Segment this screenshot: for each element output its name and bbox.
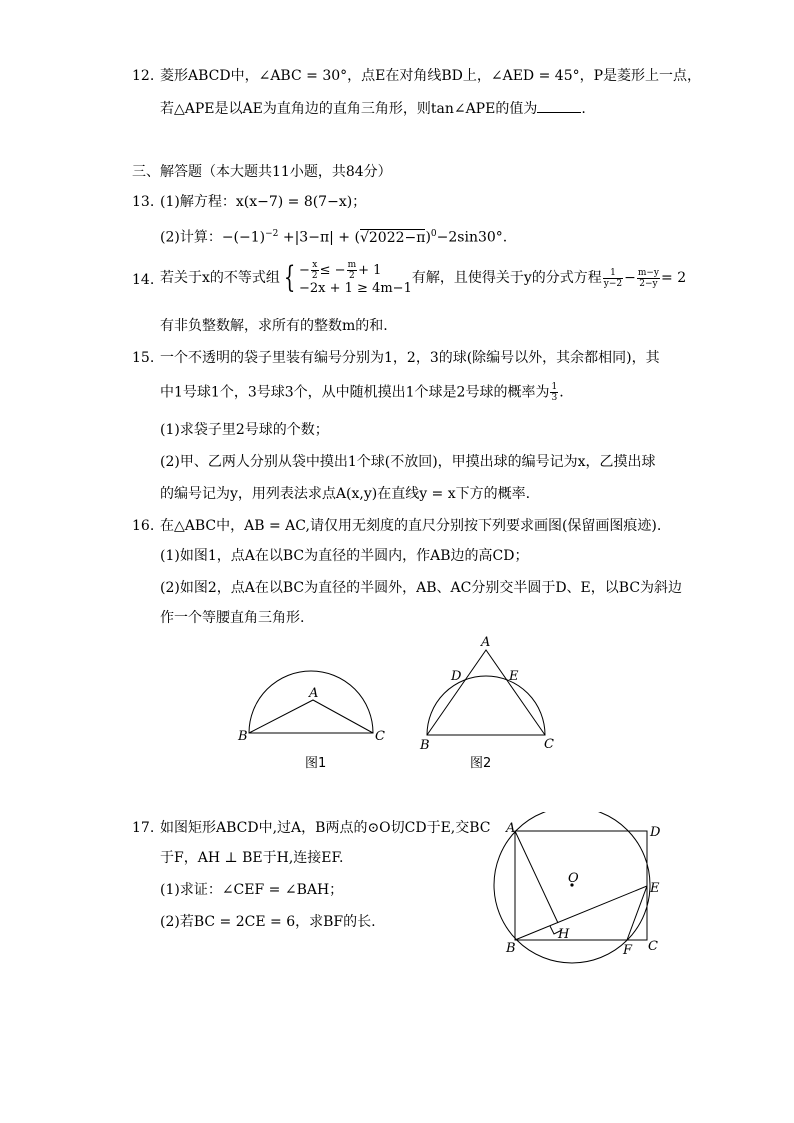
label-E: E — [509, 669, 519, 684]
q13-part2-c: ) — [425, 229, 431, 246]
label-B: B — [420, 738, 430, 750]
label-D: D — [650, 825, 661, 840]
q13-part2-d: −2sin30°. — [436, 229, 508, 246]
label-E: E — [650, 881, 660, 896]
segment-ah — [515, 831, 558, 923]
label-C: C — [375, 729, 385, 744]
q16-line4: 作一个等腰直角三角形. — [160, 610, 305, 626]
label-O: O — [568, 871, 579, 886]
label-A: A — [309, 686, 319, 701]
q14-pre: 若关于x的不等式组 — [160, 270, 280, 286]
triangle-sides — [249, 700, 373, 733]
q13-exp: −2 — [265, 229, 279, 239]
q12-line1: 菱形ABCD中，∠ABC = 30°，点E在对角线BD上，∠AED = 45°，P是菱形上一点， — [160, 68, 702, 84]
system-brace: { — [283, 260, 296, 295]
label-C: C — [544, 737, 554, 750]
q13-line2 — [160, 224, 507, 248]
label-A: A — [481, 635, 491, 650]
q13-part2-a: (2)计算：−(−1) — [160, 229, 266, 246]
q14-eq-end: = 2 — [661, 270, 687, 286]
q15-number: 15. — [132, 350, 155, 366]
q17-number: 17. — [132, 820, 155, 836]
q17-line4: (2)若BC = 2CE = 6，求BF的长. — [160, 914, 376, 930]
inequality-system — [299, 260, 412, 296]
figure-1 — [235, 670, 395, 750]
figure-3 — [488, 812, 668, 972]
q14-mid: 有解，且使得关于y的分式方程 — [411, 270, 602, 286]
q17-line2: 于F，AH ⊥ BE于H,连接EF. — [160, 850, 344, 866]
answer-blank — [537, 98, 581, 113]
section-title: 三、解答题（本大题共11小题，共84分） — [132, 164, 392, 180]
q12-line2 — [160, 98, 586, 119]
q15-line3: (1)求袋子里2号球的个数； — [160, 422, 329, 438]
q16-line3: (2)如图2，点A在以BC为直径的半圆外，AB、AC分别交半圆于D、E，以BC为斜边 — [160, 580, 683, 596]
semicircle — [427, 676, 545, 735]
inequality-1: − $\frac{x}{2}$ ≤ − $\frac{m}{2}$ + 1 — [299, 260, 382, 281]
label-F: F — [623, 943, 633, 958]
label-H: H — [558, 927, 570, 942]
q15-line2: 中1号球1个，3号球3个，从中随机摸出1个球是2号球的概率为 $\frac{1}{3}$ . — [160, 382, 564, 403]
q16-line2: (1)如图1，点A在以BC为直径的半圆内，作AB边的高CD； — [160, 548, 529, 564]
q16-line1: 在△ABC中，AB = AC,请仅用无刻度的直尺分别按下列要求画图(保留画图痕迹). — [160, 518, 662, 534]
q13-line1: (1)解方程：x(x−7) = 8(7−x)； — [160, 194, 367, 210]
figure-2-caption: 图2 — [470, 756, 492, 771]
figure-2 — [415, 630, 565, 750]
q15-line1: 一个不透明的袋子里装有编号分别为1，2，3的球(除编号以外，其余都相同)，其 — [160, 350, 660, 366]
rectangle-abcd — [515, 831, 647, 940]
label-C: C — [648, 939, 658, 954]
q16-number: 16. — [132, 518, 155, 534]
q13-exp2: 0 — [430, 229, 437, 239]
q12-number: 12. — [132, 68, 155, 84]
label-B: B — [506, 941, 516, 956]
probability-fraction: $\frac{1}{3}$ — [551, 382, 558, 403]
label-B: B — [238, 729, 248, 744]
q17-line1: 如图矩形ABCD中,过A，B两点的⊙O切CD于E,交BC — [160, 820, 491, 836]
q15-line2-text: 中1号球1个，3号球3个，从中随机摸出1个球是2号球的概率为 — [160, 384, 550, 401]
q13-sqrt: √2022−π — [359, 229, 426, 246]
q13-number: 13. — [132, 194, 155, 210]
q14-line2: 有非负整数解，求所有的整数m的和. — [160, 318, 388, 334]
q14-number: 14. — [132, 272, 155, 288]
inequality-2: −2x + 1 ≥ 4m−1 — [299, 281, 412, 296]
q15-line4: (2)甲、乙两人分别从袋中摸出1个球(不放回)，甲摸出球的编号记为x，乙摸出球 — [160, 454, 656, 470]
q15-line5: 的编号记为y，用列表法求点A(x,y)在直线y = x下方的概率. — [160, 486, 531, 502]
q14-line1: 若关于x的不等式组 { − $\frac{x}{2}$ ≤ − $\frac{m}{2}$ + 1 −2x + 1 ≥ 4m−1 有解，且使得关于y的分式方程 $\frac{1}{y-2}$ − $\frac{m-y}{2-y}$ = 2 — [160, 260, 687, 296]
figure-1-caption: 图1 — [305, 756, 327, 771]
segment-be — [515, 886, 647, 940]
q13-part2-b: +|3−π| + ( — [278, 229, 360, 246]
label-A: A — [506, 821, 516, 836]
segment-ef — [627, 886, 647, 940]
q12-line2-end: . — [581, 101, 586, 117]
label-D: D — [451, 669, 462, 684]
q17-line3: (1)求证：∠CEF = ∠BAH； — [160, 882, 344, 898]
q12-line2-text: 若△APE是以AE为直角边的直角三角形，则tan∠APE的值为 — [160, 101, 538, 117]
